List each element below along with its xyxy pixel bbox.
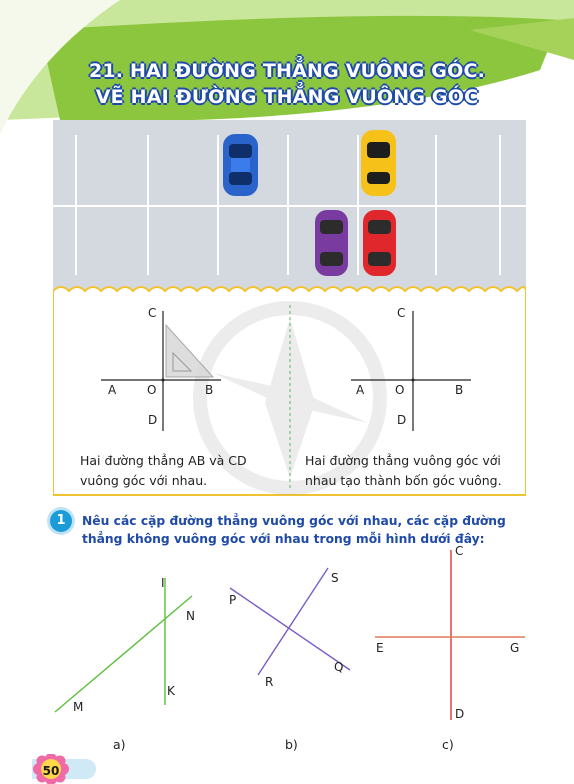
fig-b-label-p: P xyxy=(229,593,237,607)
fig-a-label-i: I xyxy=(161,576,165,590)
fig-c-label-d: D xyxy=(455,707,465,721)
page-title-line2: VẼ HAI ĐƯỜNG THẲNG VUÔNG GÓC xyxy=(95,86,479,108)
fig-a-label-n: N xyxy=(186,609,195,623)
fig-a-label-k: K xyxy=(167,684,175,698)
left-label-d: D xyxy=(148,413,158,427)
red-car-icon xyxy=(363,210,396,276)
figure-c-caption: c) xyxy=(442,737,454,752)
page-number: 50 xyxy=(42,764,60,778)
exercise-number-badge: 1 xyxy=(50,510,72,532)
figure-a-caption: a) xyxy=(113,737,126,752)
fig-a-label-m: M xyxy=(73,700,84,714)
fig-b-label-r: R xyxy=(265,675,274,689)
right-label-d: D xyxy=(397,413,407,427)
fig-b-label-s: S xyxy=(331,571,339,585)
figure-c xyxy=(375,550,525,720)
left-label-a: A xyxy=(108,383,117,397)
exercise-figures xyxy=(0,540,574,755)
fig-c-label-e: E xyxy=(376,641,384,655)
right-label-o: O xyxy=(395,383,405,397)
right-label-c: C xyxy=(397,306,406,320)
left-label-b: B xyxy=(205,383,214,397)
figure-b-caption: b) xyxy=(285,737,298,752)
left-caption-line1: Hai đường thẳng AB và CD xyxy=(80,453,247,468)
header-banner xyxy=(0,0,574,135)
right-label-b: B xyxy=(455,383,464,397)
right-caption-line2: nhau tạo thành bốn góc vuông. xyxy=(305,473,502,488)
exercise-instruction: Nêu các cặp đường thẳng vuông góc với nhau, các cặp đường thẳng không vuông góc với nhau trong mỗi hình dưới đây: xyxy=(82,514,506,546)
right-caption-line1: Hai đường thẳng vuông góc với xyxy=(305,453,501,468)
page-title-line1: 21. HAI ĐƯỜNG THẲNG VUÔNG GÓC. xyxy=(88,60,486,82)
yellow-car-icon xyxy=(361,130,396,196)
right-label-a: A xyxy=(356,383,365,397)
purple-car-icon xyxy=(315,210,348,276)
left-caption-line2: vuông góc với nhau. xyxy=(80,473,208,488)
fig-c-label-c: C xyxy=(455,544,464,558)
left-label-c: C xyxy=(148,306,157,320)
blue-car-icon xyxy=(223,134,258,196)
fig-c-label-g: G xyxy=(510,641,520,655)
fig-b-label-q: Q xyxy=(334,660,344,674)
left-label-o: O xyxy=(147,383,157,397)
parking-lot-illustration xyxy=(53,120,526,290)
